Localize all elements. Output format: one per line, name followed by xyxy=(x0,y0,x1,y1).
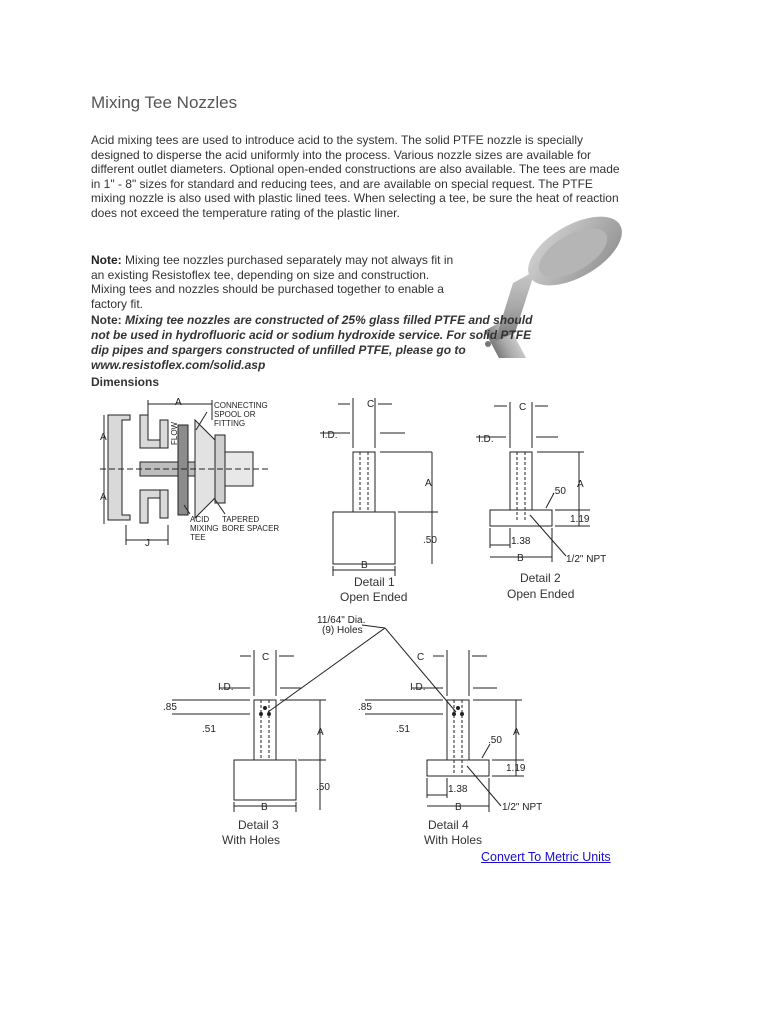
dim-a-label: A xyxy=(577,479,584,490)
detail-1-drawing xyxy=(320,398,438,604)
dim-a-label: A xyxy=(175,397,182,408)
detail-4-drawing xyxy=(358,650,542,847)
convert-metric-link[interactable]: Convert To Metric Units xyxy=(481,850,611,864)
holes-dia-label: 11/64" Dia. xyxy=(317,615,366,626)
dim-j-label: J xyxy=(145,538,150,549)
dimension-drawings xyxy=(0,390,768,850)
detail-3-name: Detail 3 xyxy=(238,818,279,832)
dim-b-label: B xyxy=(361,560,368,571)
detail-2-drawing xyxy=(476,402,606,601)
dim-id-label: I.D. xyxy=(478,434,494,445)
detail-1-sub: Open Ended xyxy=(340,590,408,604)
detail-2-sub: Open Ended xyxy=(507,587,575,601)
dim-050-label: .50 xyxy=(552,486,566,497)
note-label: Note: xyxy=(91,253,122,267)
detail-3-sub: With Holes xyxy=(222,833,281,847)
dim-npt-label: 1/2" NPT xyxy=(566,554,607,565)
dim-a-label: A xyxy=(513,727,520,738)
dimensions-heading: Dimensions xyxy=(91,375,160,389)
dim-c-label: C xyxy=(417,652,425,663)
dim-119-label: 1.19 xyxy=(570,514,590,525)
dim-id-label: I.D. xyxy=(322,430,338,441)
dim-npt-label: 1/2" NPT xyxy=(502,802,543,813)
dim-c-label: C xyxy=(367,399,375,410)
spool-label: CONNECTING SPOOL OR FITTING xyxy=(214,401,268,428)
dim-085-label: .85 xyxy=(358,702,372,713)
detail-1-name: Detail 1 xyxy=(354,575,395,589)
detail-2-name: Detail 2 xyxy=(520,571,561,585)
dim-id-label: I.D. xyxy=(410,682,426,693)
note-label: Note: xyxy=(91,313,122,327)
dim-a-label: A xyxy=(100,432,107,443)
note-text: Mixing tee nozzles purchased separately may not always fit in an existing Resistoflex tee, depending on size and construction. Mixing tees and nozzles should be purchased together to enable a factory fit. xyxy=(91,253,454,311)
dim-138-label: 1.38 xyxy=(448,784,468,795)
dim-b-label: B xyxy=(455,802,462,813)
note-text: Mixing tee nozzles are constructed of 25% glass filled PTFE and should not be used in hydrofluoric acid or sodium hydroxide service. For solid PTFE dip pipes and spargers constructed of unfilled PTFE, please go to www.resistoflex.com/solid.asp xyxy=(91,313,533,372)
spacer-label: TAPERED BORE SPACER xyxy=(222,515,280,533)
dim-b-label: B xyxy=(261,802,268,813)
holes-callout xyxy=(268,615,456,712)
assembly-drawing xyxy=(100,397,279,549)
detail-4-name: Detail 4 xyxy=(428,818,469,832)
page-title: Mixing Tee Nozzles xyxy=(91,93,238,112)
detail-3-drawing xyxy=(163,650,330,847)
tee-label: ACID MIXING TEE xyxy=(190,515,219,542)
holes-count-label: (9) Holes xyxy=(322,625,363,636)
dim-a-label: A xyxy=(425,478,432,489)
dim-138-label: 1.38 xyxy=(511,536,531,547)
dim-a-label: A xyxy=(100,492,107,503)
note-material xyxy=(91,313,541,373)
dim-050-label: .50 xyxy=(423,535,437,546)
dim-b-label: B xyxy=(517,553,524,564)
dim-051-label: .51 xyxy=(202,724,216,735)
dim-c-label: C xyxy=(519,402,527,413)
detail-4-sub: With Holes xyxy=(424,833,483,847)
dim-c-label: C xyxy=(262,652,270,663)
dim-id-label: I.D. xyxy=(218,682,234,693)
dim-a-label: A xyxy=(317,727,324,738)
dim-050-label: .50 xyxy=(488,735,502,746)
note-fit xyxy=(91,253,466,311)
dim-119-label: 1.19 xyxy=(506,763,526,774)
dim-050-label: .50 xyxy=(316,782,330,793)
flow-label: FLOW xyxy=(170,421,179,445)
intro-paragraph: Acid mixing tees are used to introduce acid to the system. The solid PTFE nozzle is specially designed to disperse the acid uniformly into the process. Various nozzle sizes are available for different outlet diameters. Optional open-ended constructions are also available. The tees are made in 1" - 8" sizes for standard and reducing tees, and are available on special request. The PTFE mixing nozzle is also used with plastic lined tees. When selecting a tee, be sure the heat of reaction does not exceed the temperature rating of the plastic liner. xyxy=(91,133,620,220)
dim-051-label: .51 xyxy=(396,724,410,735)
dim-085-label: .85 xyxy=(163,702,177,713)
